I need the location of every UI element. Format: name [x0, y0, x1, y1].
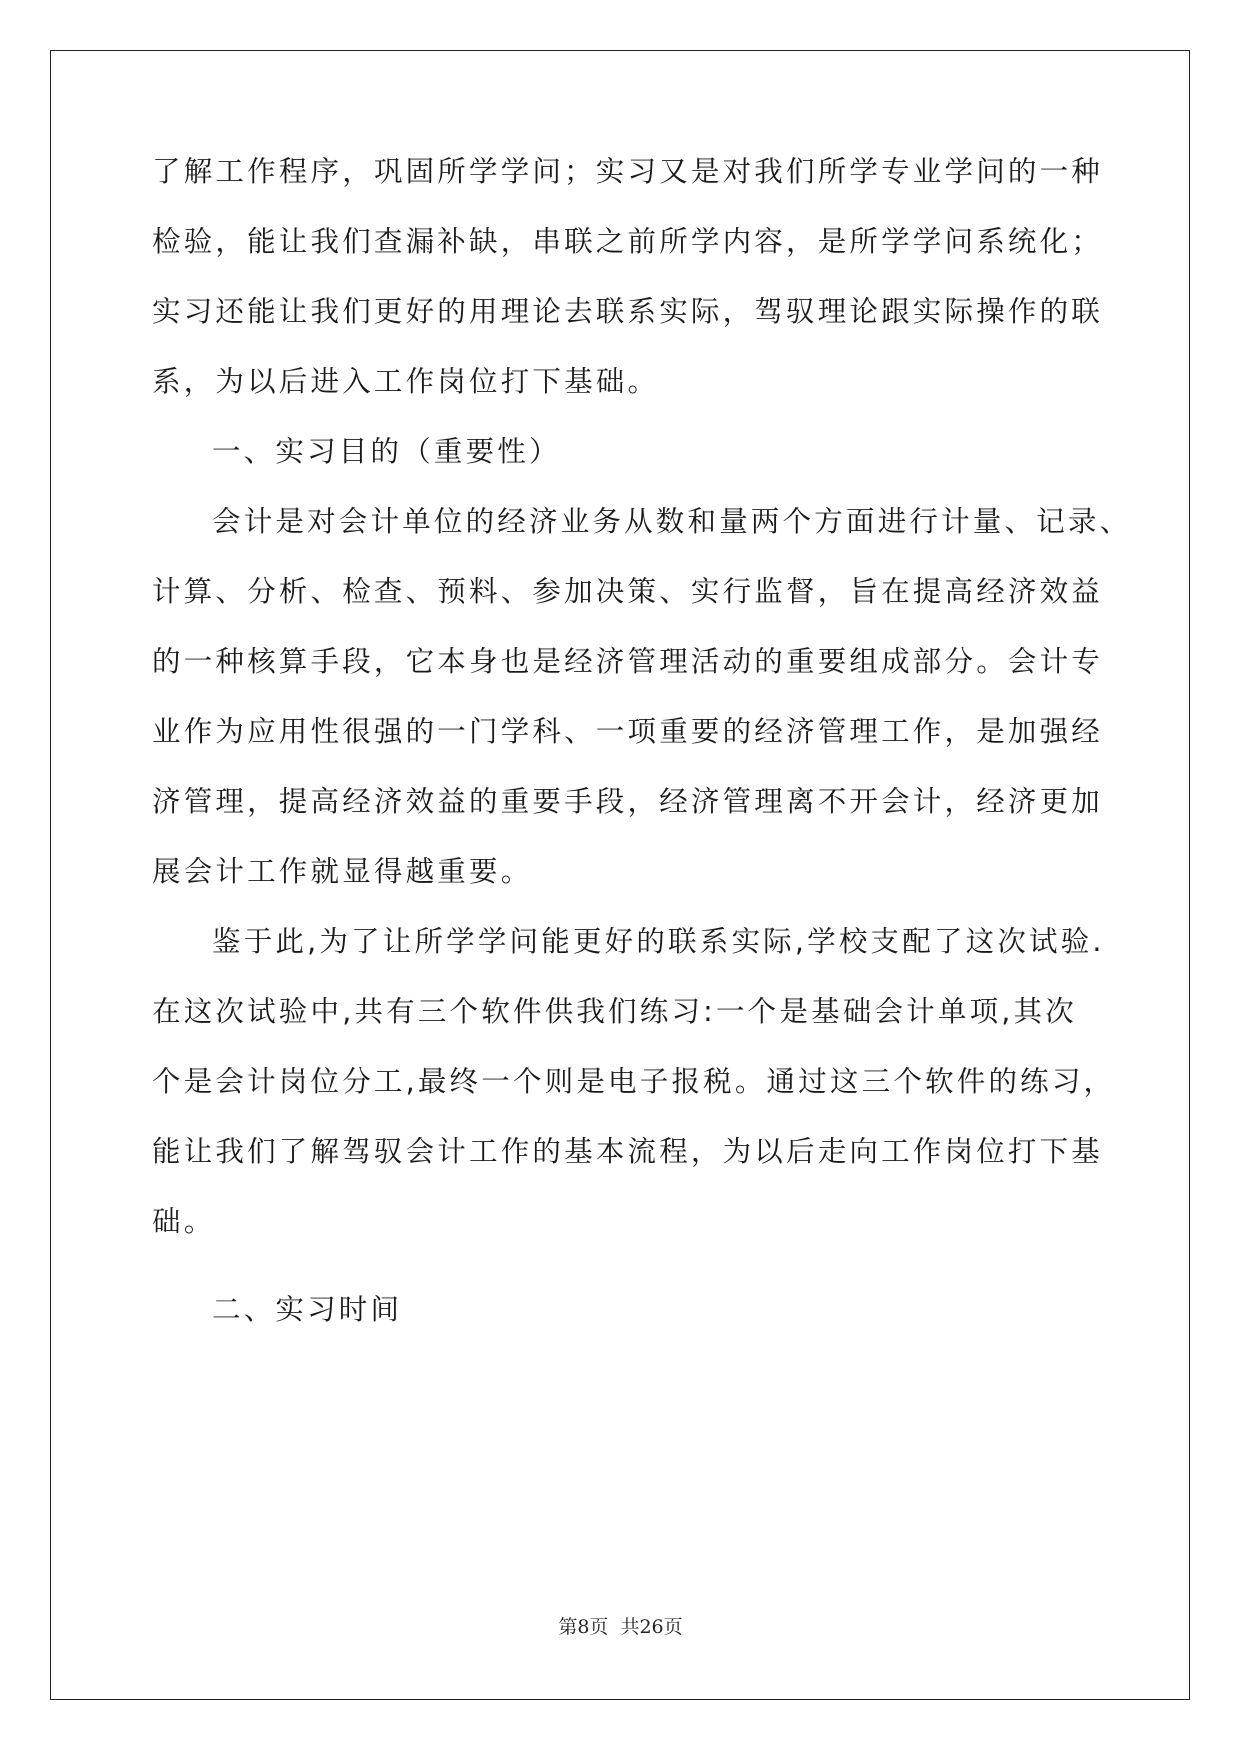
paragraph-line: 系，为以后进入工作岗位打下基础。 — [152, 365, 660, 398]
paragraph-line: 展会计工作就显得越重要。 — [152, 855, 533, 888]
page-footer — [0, 1615, 1241, 1639]
paragraph-line: 个是会计岗位分工,最终一个则是电子报税。通过这三个软件的练习， — [152, 1065, 1116, 1098]
paragraph-line: 鉴于此,为了让所学学问能更好的联系实际,学校支配了这次试验. — [212, 925, 1105, 958]
paragraph-line: 了解工作程序，巩固所学学问；实习又是对我们所学专业学问的一种 — [152, 155, 1104, 188]
paragraph-line: 检验，能让我们查漏补缺，串联之前所学内容，是所学学问系统化； — [152, 225, 1104, 258]
paragraph-line: 的一种核算手段，它本身也是经济管理活动的重要组成部分。会计专 — [152, 645, 1104, 678]
section-heading-time: 二、实习时间 — [212, 1293, 403, 1326]
page-number: 第8页 — [558, 1616, 609, 1638]
paragraph-line: 济管理，提高经济效益的重要手段，经济管理离不开会计，经济更加 — [152, 785, 1104, 818]
paragraph-line: 能让我们了解驾驭会计工作的基本流程，为以后走向工作岗位打下基 — [152, 1135, 1104, 1168]
paragraph-line: 实习还能让我们更好的用理论去联系实际，驾驭理论跟实际操作的联 — [152, 295, 1104, 328]
section-heading-purpose: 一、实习目的（重要性） — [212, 435, 561, 468]
paragraph-line: 计算、分析、检查、预料、参加决策、实行监督，旨在提高经济效益 — [152, 575, 1104, 608]
paragraph-line: 会计是对会计单位的经济业务从数和量两个方面进行计量、记录、 — [212, 505, 1132, 538]
paragraph-line: 业作为应用性很强的一门学科、一项重要的经济管理工作，是加强经 — [152, 715, 1104, 748]
paragraph-line: 础。 — [152, 1205, 216, 1238]
page-total: 共26页 — [620, 1616, 683, 1638]
paragraph-line: 在这次试验中,共有三个软件供我们练习:一个是基础会计单项,其次 — [152, 995, 1077, 1028]
